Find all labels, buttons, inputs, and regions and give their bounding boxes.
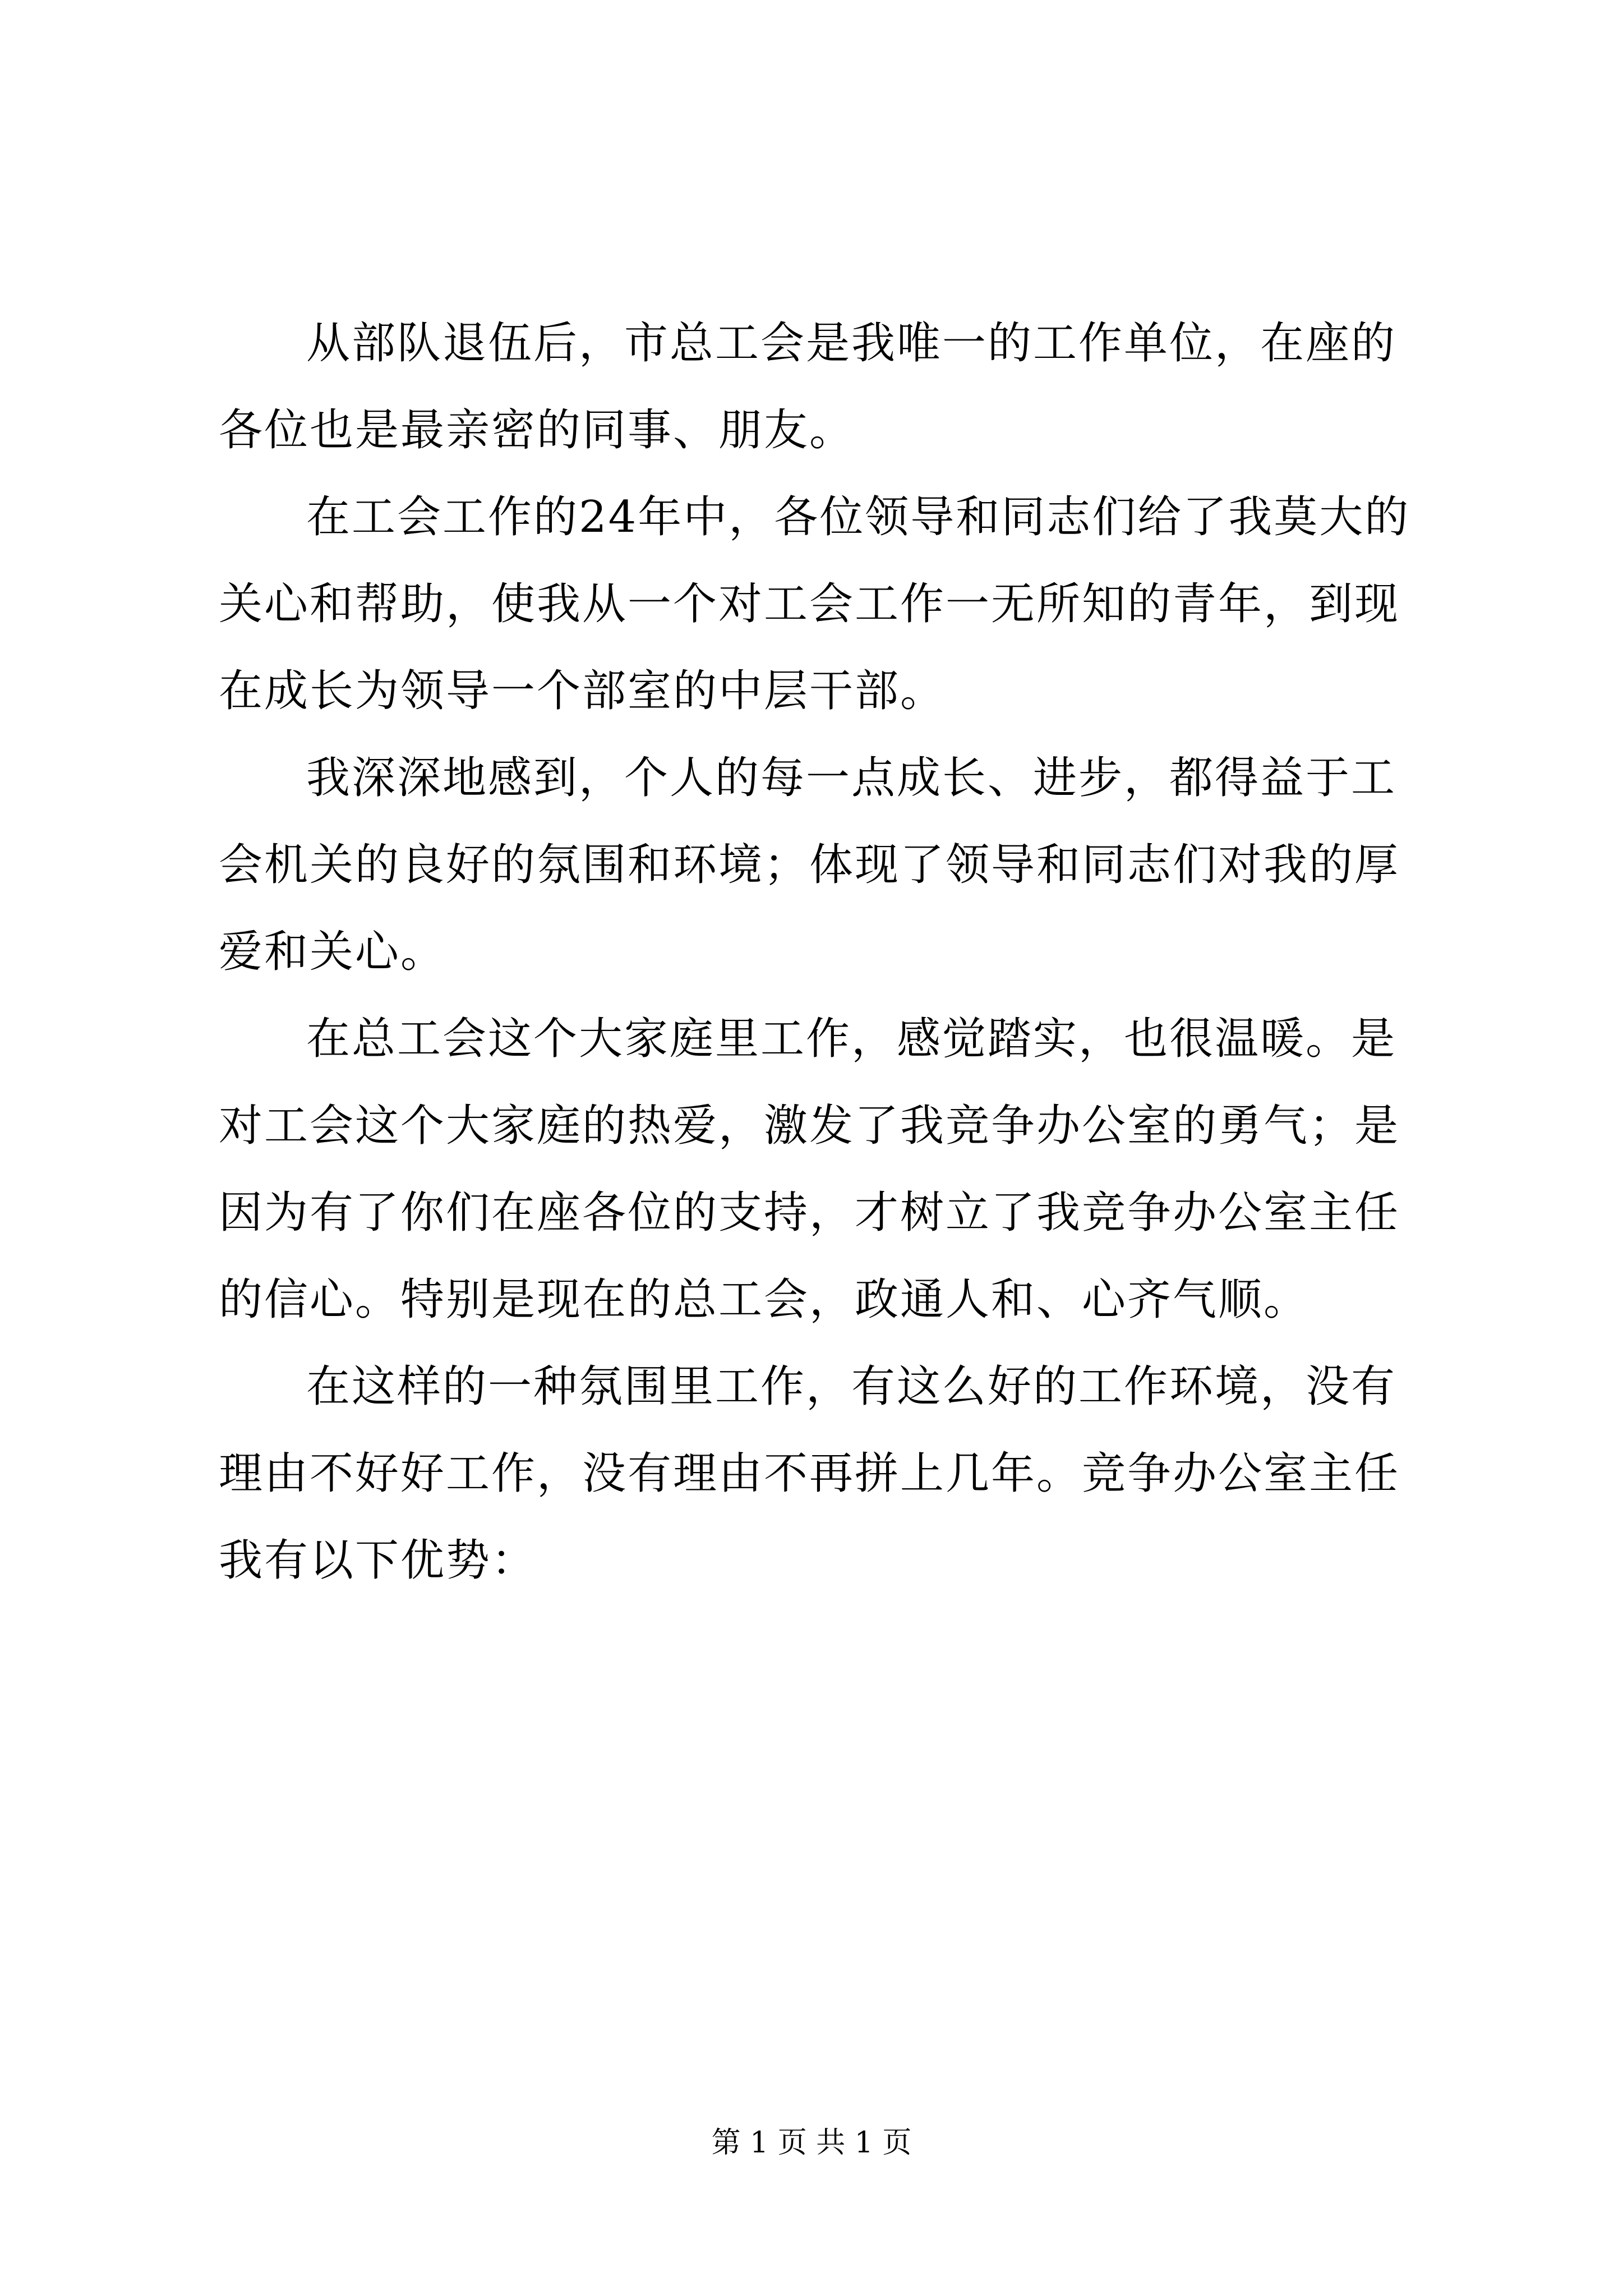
paragraph-2: 在工会工作的24年中，各位领导和同志们给了我莫大的关心和帮助，使我从一个对工会工作一无所知的青年，到现在成长为领导一个部室的中层干部。 <box>219 492 1410 716</box>
page-footer: 第 1 页 共 1 页 <box>711 2126 912 2160</box>
paragraph-3: 我深深地感到，个人的每一点成长、进步，都得益于工会机关的良好的氛围和环境；体现了领导和同志们对我的厚爱和关心。 <box>219 753 1400 977</box>
document-body <box>219 300 1424 1604</box>
paragraph-5: 在这样的一种氛围里工作，有这么好的工作环境，没有理由不好好工作，没有理由不再拼上几年。竞争办公室主任我有以下优势： <box>219 1361 1400 1586</box>
paragraph-4: 在总工会这个大家庭里工作，感觉踏实，也很温暖。是对工会这个大家庭的热爱，激发了我竞争办公室的勇气；是因为有了你们在座各位的支持，才树立了我竞争办公室主任的信心。特别是现在的总工会，政通人和、心齐气顺。 <box>219 1014 1400 1325</box>
paragraph-1: 从部队退伍后，市总工会是我唯一的工作单位，在座的各位也是最亲密的同事、朋友。 <box>219 318 1397 455</box>
